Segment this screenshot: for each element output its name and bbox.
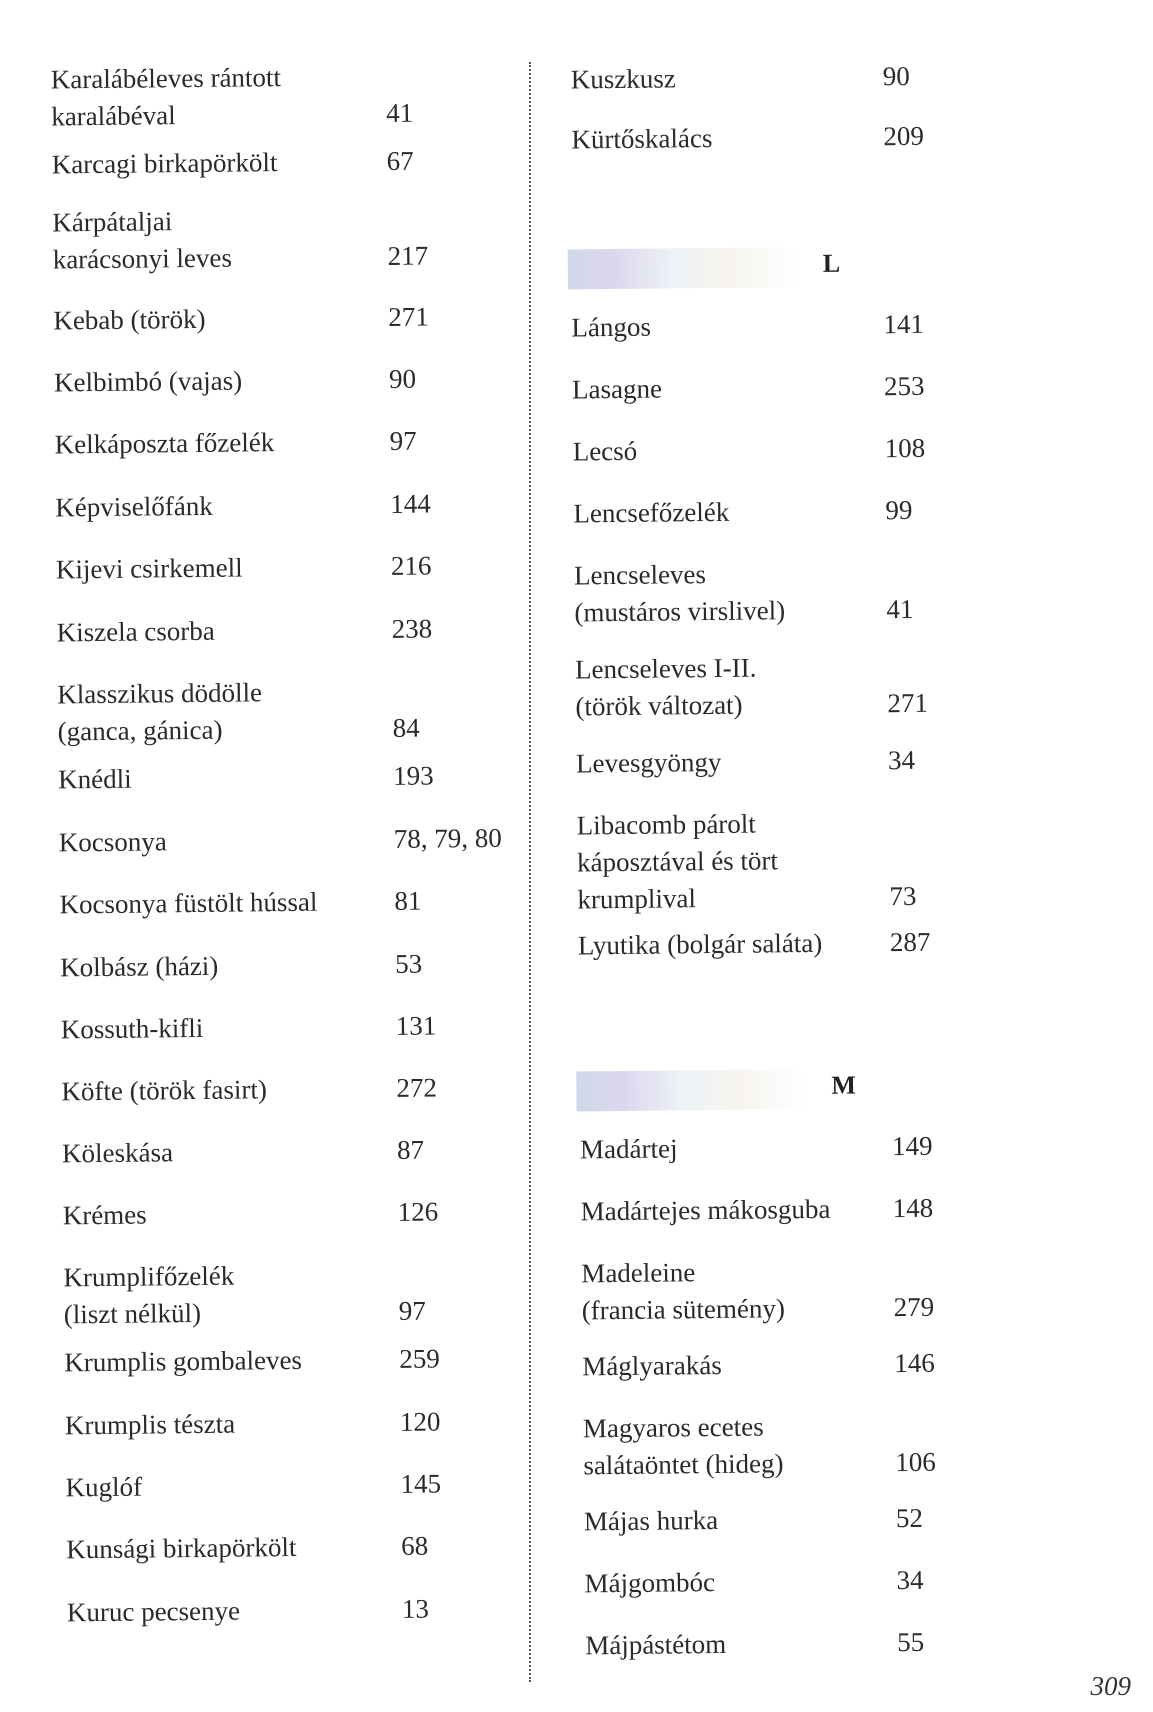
entry-title [59,823,167,861]
entry-title-line: Kuglóf [65,1471,143,1503]
entry-title-line: Májas hurka [583,1505,719,1537]
index-entry [574,553,1027,632]
index-entry [63,1254,539,1333]
entry-page-number: 67 [386,145,414,176]
entry-title [582,1347,722,1385]
entry-page-number: 209 [883,120,925,152]
entry-page-number: 271 [887,687,929,719]
entry-title [67,1593,241,1632]
entry-page-number: 141 [883,308,925,340]
entry-page-number: 87 [396,1134,425,1165]
entry-title-line: Lyutika (bolgár saláta) [577,927,823,961]
index-entry [582,1344,1034,1386]
entry-page-number: 34 [896,1564,924,1596]
section-header [576,1068,876,1111]
entry-title [575,650,757,726]
entry-title-line: Májpástétom [585,1628,727,1661]
entry-page-number: 52 [895,1502,924,1534]
index-entry [65,1402,540,1444]
index-entry [52,199,528,278]
index-entry [51,56,527,135]
index-entry [585,1623,1037,1665]
entry-title [585,1626,726,1664]
entry-page-number: 53 [394,948,423,979]
entry-title [574,555,785,631]
entry-title [584,1564,715,1602]
index-entry [52,141,527,183]
index-entry [571,117,1023,159]
index-entry [60,944,535,986]
entry-page-number: 279 [893,1291,935,1323]
entry-page-number: 238 [391,613,433,644]
index-entry [59,819,534,861]
entry-title [581,1191,831,1231]
index-entry [58,756,533,798]
entry-page-number: 145 [400,1468,442,1499]
index-entry [581,1251,1034,1330]
entry-title-line: Karalábéleves rántott [50,62,282,95]
entry-page-number: 97 [389,425,417,456]
entry-title [576,805,778,918]
index-entry [573,429,1025,471]
entry-title-line: (mustáros virslivel) [574,595,786,628]
entry-title-line: Lasagne [571,373,663,405]
entry-title-line: Karcagi birkapörkölt [51,147,278,180]
entry-title-line: salátaöntet (hideg) [583,1448,784,1481]
entry-title [63,1197,147,1235]
index-entry [572,367,1024,409]
entry-page-number: 126 [397,1196,439,1227]
section-header [568,246,868,289]
entry-title [584,1502,719,1540]
entry-page-number: 287 [889,926,931,958]
entry-page-number: 146 [894,1347,935,1379]
entry-page-number: 217 [387,240,429,271]
entry-title [572,371,662,409]
index-entry [67,1589,542,1631]
entry-title-line: Lecsó [572,435,638,467]
entry-page-number: 271 [388,301,429,332]
entry-title-line: Krémes [62,1199,147,1231]
entry-page-number: 34 [887,744,916,776]
entry-title [57,674,262,750]
entry-title-line: Lencsefőzelék [573,496,730,529]
entry-page-number: 84 [392,712,420,743]
entry-title-line: Knédli [58,763,132,795]
entry-title-line: Madártej [579,1133,678,1165]
entry-page-number: 13 [401,1593,430,1624]
entry-title [61,1071,267,1110]
entry-page-number: 108 [884,432,926,464]
index-entry [575,647,1028,726]
entry-page-number: 144 [390,488,431,519]
entry-title [576,744,722,783]
index-entry [571,57,1023,99]
index-entry [56,609,531,651]
entry-page-number: 68 [401,1530,429,1561]
entry-title-line: Máglyarakás [582,1349,722,1382]
index-entry [581,1189,1033,1231]
entry-page-number: 272 [396,1072,438,1103]
index-entry [53,297,528,339]
entry-title-line: káposztával és tört [576,845,779,878]
entry-title [53,301,206,340]
entry-title-line: Köleskása [61,1137,174,1169]
index-entry [61,1068,536,1110]
entry-title [54,424,274,463]
index-entry [63,1192,538,1234]
entry-title [571,120,712,158]
entry-page-number: 55 [897,1626,925,1658]
entry-title [65,1406,236,1445]
entry-page-number: 131 [395,1010,437,1041]
index-entry [576,803,1029,919]
index-entry [573,491,1025,533]
entry-title-line: Kocsonya füstölt hússal [59,886,318,920]
entry-title-line: (francia sütemény) [581,1293,786,1326]
entry-title-line: Kiszela csorba [56,615,215,648]
section-letter: L [822,248,841,278]
entry-title [571,60,676,98]
entry-title-line: Köfte (török fasirt) [61,1074,268,1107]
entry-title-line: Krumplis tészta [64,1408,236,1441]
entry-title-line: Kocsonya [58,826,167,858]
index-entry [571,305,1023,347]
entry-title-line: Klasszikus dödölle [57,677,263,710]
index-entry [66,1526,541,1568]
index-entry [583,1406,1036,1485]
entry-title-line: Kelkáposzta főzelék [54,427,275,460]
entry-page-number: 216 [390,550,432,581]
entry-title-line: Madártejes mákosguba [580,1193,831,1227]
entry-title-line: karácsonyi leves [52,242,233,275]
entry-title-line: Levesgyöngy [575,746,722,779]
entry-title-line: Kelbimbó (vajas) [53,365,243,398]
section-color-bar [576,1069,806,1111]
entry-title-line: Libacomb párolt [576,808,756,841]
entry-page-number: 41 [386,97,414,128]
entry-title [61,1010,204,1048]
index-entry [56,546,531,588]
entry-title-line: Kunsági birkapörkölt [66,1531,297,1565]
entry-title-line: Lencseleves I-II. [574,652,757,685]
entry-title-line: Kuszkusz [570,63,676,95]
entry-title [55,488,213,527]
entry-page-number: 78, 79, 80 [393,822,502,854]
index-entry [584,1561,1036,1603]
entry-title [62,1134,173,1172]
entry-title-line: Kárpátaljai [52,206,173,238]
entry-title [58,761,132,799]
entry-title-line: Kossuth-kifli [60,1012,204,1045]
entry-title-line: Lángos [571,311,652,343]
entry-title [66,1529,297,1568]
entry-page-number: 90 [388,363,417,394]
entry-title [63,1258,235,1334]
entry-title [65,1469,142,1507]
entry-page-number: 41 [886,593,914,625]
entry-title-line: Kolbász (házi) [59,950,219,983]
entry-page-number: 81 [394,885,422,916]
entry-title-line: krumplival [577,883,697,915]
entry-title-line: karalábéval [51,100,176,132]
entry-title [56,613,215,652]
entry-page-number: 259 [399,1343,440,1374]
index-entry [584,1499,1036,1541]
entry-title-line: Kuruc pecsenye [66,1595,241,1628]
entry-title-line: Madeleine [581,1257,696,1289]
entry-title [52,203,232,279]
index-entry [62,1130,537,1172]
entry-title [573,494,729,533]
entry-title [54,362,243,401]
section-letter: M [831,1070,857,1100]
index-entry [54,421,529,463]
entry-title [573,433,638,471]
entry-title [59,884,317,924]
entry-title-line: Képviselőfánk [55,490,213,523]
entry-title-line: Krumplis gombaleves [64,1344,303,1378]
entry-page-number: 149 [891,1130,933,1162]
index-entry [65,1464,540,1506]
entry-title-line: Májgombóc [584,1567,716,1599]
entry-title [571,309,651,347]
entry-title-line: Lencseleves [573,559,707,591]
index-entry [54,359,529,401]
entry-title [580,1130,678,1168]
entry-title-line: Kijevi csirkemell [55,552,243,585]
index-entry [64,1339,539,1381]
entry-page-number: 253 [883,370,925,402]
entry-title-line: Krumplifőzelék [63,1260,235,1293]
entry-page-number: 97 [398,1295,426,1326]
entry-title [581,1253,785,1329]
entry-title-line: (ganca, gánica) [57,714,223,747]
entry-title [52,144,278,183]
entry-title [578,925,823,965]
entry-page-number: 148 [892,1192,934,1224]
index-entry [580,1127,1032,1169]
entry-page-number: 99 [885,494,913,526]
entry-title-line: (török változat) [575,689,743,722]
entry-title [56,549,243,588]
index-entry [578,923,1030,965]
index-entry [55,484,530,526]
section-color-bar [568,247,798,289]
entry-page-number: 73 [889,880,917,912]
index-entry [59,881,534,923]
entry-title-line: Kürtőskalács [571,122,713,155]
entry-title-line: Kebab (török) [53,303,206,336]
index-entry [576,741,1028,783]
page-number: 309 [1090,1671,1131,1701]
index-entry [57,671,533,750]
entry-page-number: 120 [399,1406,441,1437]
entry-title [64,1342,302,1381]
index-entry [61,1006,536,1048]
entry-page-number: 90 [882,60,910,92]
entry-title [583,1408,784,1484]
entry-page-number: 106 [895,1446,936,1478]
entry-title-line: Magyaros ecetes [582,1411,764,1444]
entry-title-line: (liszt nélkül) [63,1297,202,1330]
entry-page-number: 193 [392,760,434,791]
entry-title [51,59,282,135]
entry-title [60,948,219,987]
